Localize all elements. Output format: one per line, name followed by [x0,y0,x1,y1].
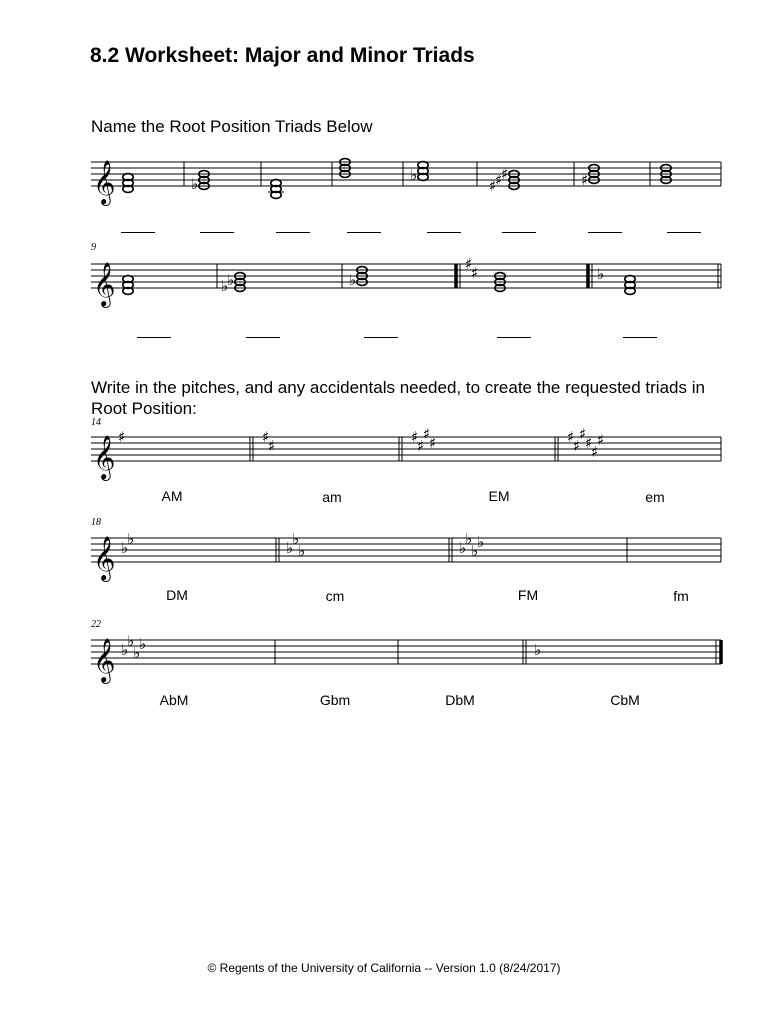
flat-icon: ♭ [459,539,467,557]
triad-chord [625,276,635,295]
treble-clef-icon: 𝄞 [93,435,116,479]
answer-blank[interactable] [497,337,531,338]
answer-blank[interactable] [502,232,536,233]
flat-icon: ♭ [286,539,294,557]
measure-number: 22 [91,619,101,630]
flat-icon: ♭ [191,175,199,193]
sharp-icon: ♯ [567,428,575,446]
flat-icon: ♭ [139,635,147,653]
flat-icon: ♭ [127,632,135,650]
staff-system-2 [0,252,768,322]
staff-system-1 [0,150,768,220]
triad-label: AM [161,488,183,504]
sharp-icon: ♯ [262,428,270,446]
triad-chord [268,180,284,199]
answer-blank[interactable] [427,232,461,233]
flat-icon: ♭ [133,644,141,662]
answer-blank[interactable] [276,232,310,233]
flat-icon: ♭ [471,542,479,560]
flat-icon: ♭ [121,641,129,659]
answer-blank[interactable] [364,337,398,338]
section2-instruction: Write in the pitches, and any accidentals needed, to create the requested triads in Root Position: [91,378,705,418]
staff-system-4 [0,526,768,596]
answer-blank[interactable] [121,232,155,233]
treble-clef-icon: 𝄞 [93,160,116,204]
sharp-icon: ♯ [268,437,276,455]
staff-system-3 [0,425,768,495]
flat-icon: ♭ [410,166,418,184]
flat-icon: ♭ [534,641,542,659]
sharp-icon: ♯ [118,428,126,446]
treble-clef-icon: 𝄞 [93,262,116,306]
measure-number: 18 [91,517,101,528]
flat-icon: ♭ [477,533,485,551]
worksheet-title: 8.2 Worksheet: Major and Minor Triads [90,44,475,67]
triad-label: AbM [159,692,189,708]
triad-label: DbM [445,692,475,708]
flat-icon: ♭ [465,530,473,548]
sharp-icon: ♯ [495,171,503,189]
flat-icon: ♭ [298,542,306,560]
flat-icon: ♭ [221,277,229,295]
sharp-icon: ♯ [465,255,473,273]
triad-label: Gbm [319,692,351,708]
triad-label: EM [488,488,510,504]
treble-clef-icon: 𝄞 [93,536,116,580]
triad-label: DM [166,587,188,603]
triad-chord [123,276,133,295]
sharp-icon: ♯ [489,177,497,195]
flat-icon: ♭ [121,539,129,557]
answer-blank[interactable] [667,232,701,233]
sharp-icon: ♯ [573,437,581,455]
triad-chord [123,174,133,193]
sharp-icon: ♯ [597,431,605,449]
measure-number: 9 [91,242,96,253]
triad-label: FM [517,587,539,603]
triad-chord [221,271,245,295]
sharp-icon: ♯ [501,165,509,183]
answer-blank[interactable] [200,232,234,233]
triad-label: fm [673,588,689,604]
staff-system-5 [0,628,768,698]
answer-blank[interactable] [347,232,381,233]
treble-clef-icon: 𝄞 [93,638,116,682]
sharp-icon: ♯ [471,264,479,282]
flat-icon: ♭ [349,271,357,289]
copyright-footer: © Regents of the University of California -- Version 1.0 (8/24/2017) [207,961,561,975]
triad-label: cm [325,588,345,604]
answer-blank[interactable] [588,232,622,233]
triad-label: am [322,489,342,505]
measure-number: 14 [91,417,101,428]
sharp-icon: ♯ [585,434,593,452]
triad-chord [410,162,428,184]
sharp-icon: ♯ [581,171,589,189]
sharp-icon: ♯ [591,443,599,461]
answer-blank[interactable] [137,337,171,338]
flat-icon: ♭ [597,265,605,283]
sharp-icon: ♯ [411,428,419,446]
flat-icon: ♭ [127,530,135,548]
sharp-icon: ♯ [429,434,437,452]
sharp-icon: ♯ [417,437,425,455]
triad-label: CbM [610,692,640,708]
answer-blank[interactable] [246,337,280,338]
triad-label: em [645,489,665,505]
answer-blank[interactable] [623,337,657,338]
sharp-icon: ♯ [579,425,587,443]
section1-instruction: Name the Root Position Triads Below [91,117,373,136]
flat-icon: ♭ [292,530,300,548]
flat-icon: ♭ [227,271,235,289]
sharp-icon: ♯ [423,425,431,443]
